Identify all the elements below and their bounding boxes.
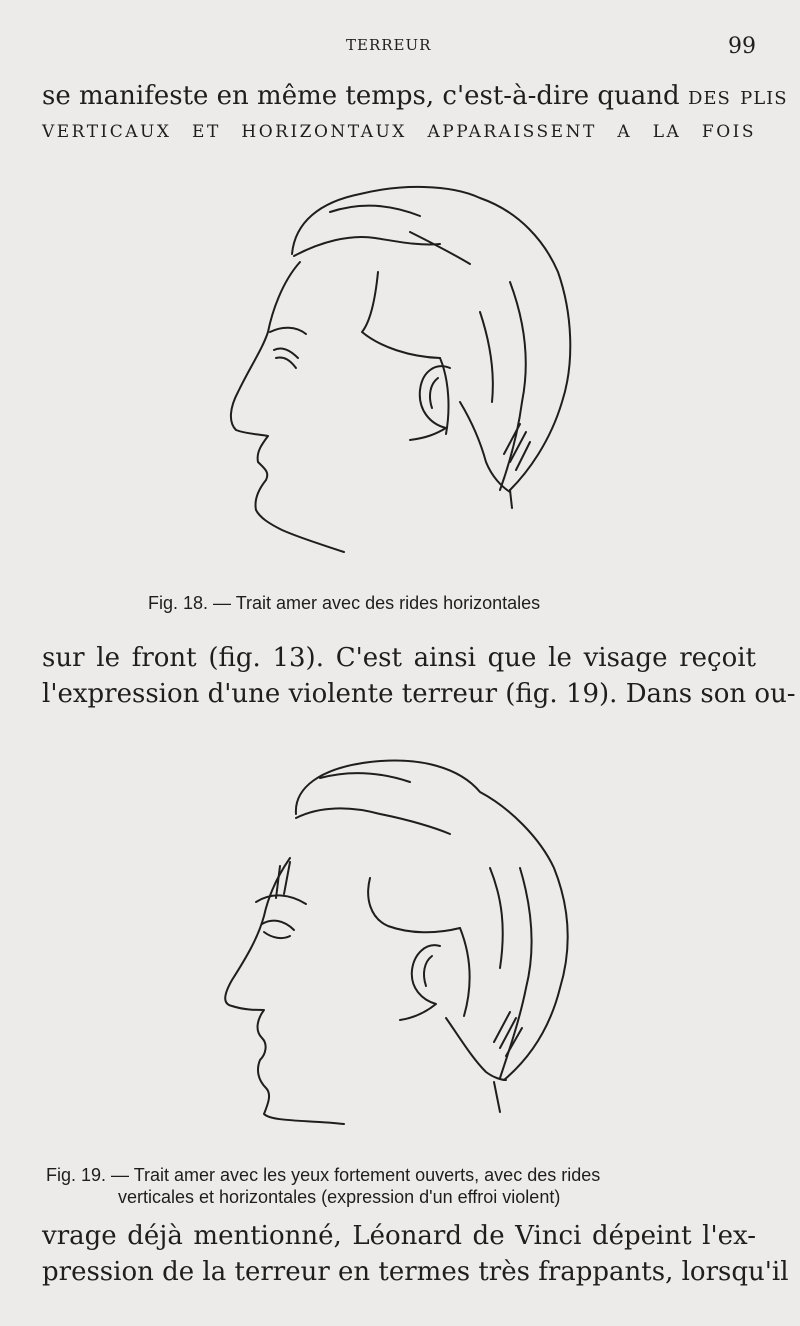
page-number: 99 xyxy=(728,34,756,59)
body-line-2: VERTICAUX ET HORIZONTAUX APPARAISSENT A LA FOIS xyxy=(42,122,756,142)
body-line-1 xyxy=(42,80,788,112)
body-line-5: vrage déjà mentionné, Léonard de Vinci dépeint l'ex- xyxy=(42,1221,756,1251)
body-line-1-smallcaps: des plis xyxy=(687,81,788,111)
figure-19-caption-line-2: verticales et horizontales (expression d'un effroi violent) xyxy=(118,1187,561,1207)
running-head xyxy=(0,36,800,60)
body-line-4: l'expression d'une violente terreur (fig. 19). Dans son ou- xyxy=(42,679,796,709)
figure-19-illustration xyxy=(210,748,580,1143)
figure-19-caption-line-1: Fig. 19. — Trait amer avec les yeux fortement ouverts, avec des rides xyxy=(46,1165,601,1185)
body-line-6: pression de la terreur en termes très frappants, lorsqu'il xyxy=(42,1257,789,1287)
body-line-3: sur le front (fig. 13). C'est ainsi que le visage reçoit xyxy=(42,643,756,673)
running-title: TERREUR xyxy=(346,36,432,54)
figure-18-illustration xyxy=(210,172,590,567)
body-line-1-text: se manifeste en même temps, c'est-à-dire quand xyxy=(42,81,680,111)
figure-18-caption: Fig. 18. — Trait amer avec des rides horizontales xyxy=(148,593,541,613)
